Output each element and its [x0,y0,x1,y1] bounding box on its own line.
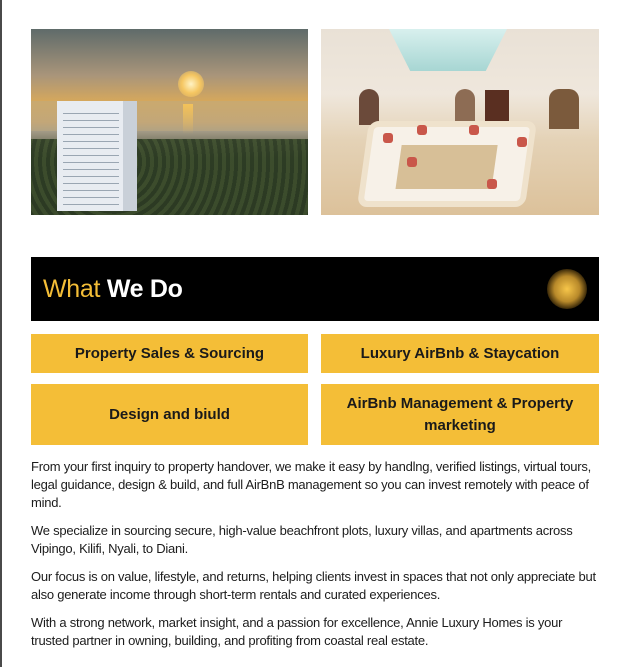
pillow [487,179,497,189]
page-left-border [0,0,2,667]
service-property-sales [31,334,308,373]
paragraph-focus: Our focus is on value, lifestyle, and returns, helping clients invest in spaces that not only appreciate but also generate income through short-term rentals and curated experiences. [31,569,596,602]
what-we-do-header [31,257,599,321]
service-label: Design and biuld [109,405,230,423]
service-label: Property Sales & Sourcing [74,344,265,362]
paragraph-partner: With a strong network, market insight, and a passion for excellence, Annie Luxury Homes is your trusted partner in owning, building, and profiting from coastal real estate. [31,615,563,648]
section-title [43,275,183,304]
arched-doorway [359,89,379,125]
pillow [469,125,479,135]
beach-sunset-photo [31,29,308,215]
sun-reflection [183,104,193,134]
pillow [517,137,527,147]
stained-glass-window-large [549,89,579,129]
stained-glass-window [455,89,475,125]
service-design-build [31,384,308,445]
pillow [417,125,427,135]
apartment-tower [57,101,137,211]
service-label: Luxury AirBnb & Staycation [360,344,560,362]
paragraph-intro: From your first inquiry to property handover, we make it easy by handlng, verified listings, virtual tours, legal guidance, design & build, and full AirBnB management so you can invest remotely with peace of mind. [31,459,591,510]
paragraph-specialization: We specialize in sourcing secure, high-value beachfront plots, luxury villas, and apartments across Vipingo, Kilifi, Nyali, to Diani. [31,523,573,556]
service-luxury-airbnb [321,334,599,373]
sun [178,71,204,97]
service-label: AirBnb Management & Property marketing [346,394,574,434]
gold-glow-icon [547,269,587,309]
description-text [31,458,603,660]
sofa-floor [395,145,497,189]
luxury-interior-photo [321,29,599,215]
pillow [407,157,417,167]
wooden-door [485,90,509,123]
service-airbnb-management [321,384,599,445]
skylight [389,29,507,71]
pillow [383,133,393,143]
title-accent-word: What [43,274,101,303]
title-main-words: We Do [106,274,183,303]
